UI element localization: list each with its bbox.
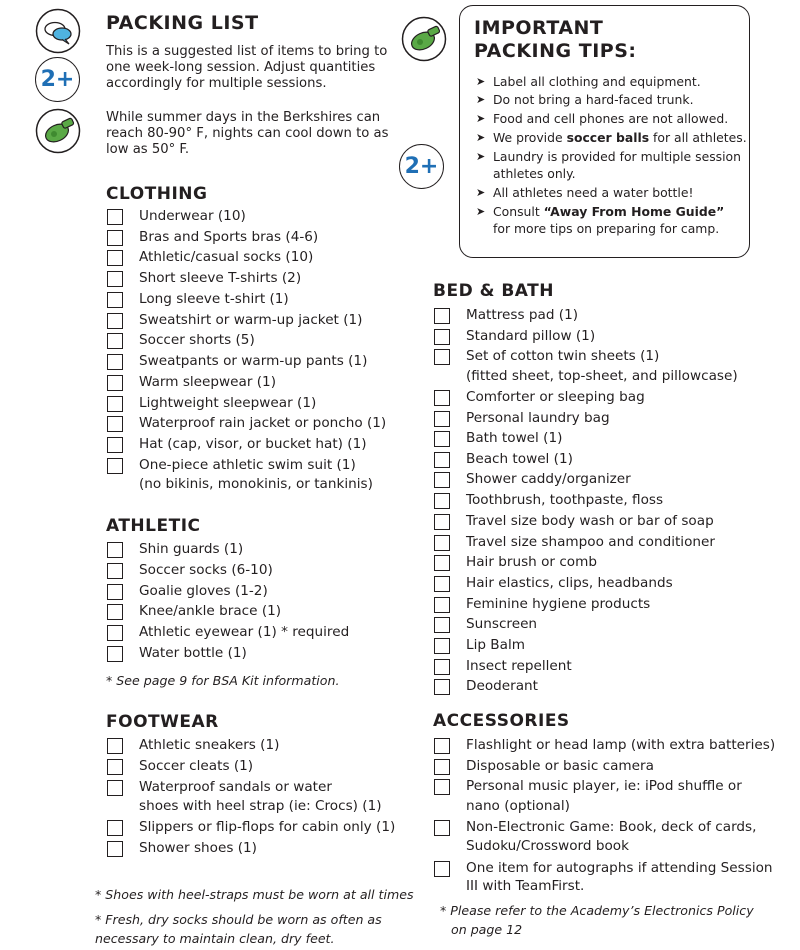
checkbox[interactable] bbox=[434, 820, 450, 836]
list-item: Toothbrush, toothpaste, floss bbox=[466, 492, 664, 508]
checkbox[interactable] bbox=[107, 625, 123, 641]
checkbox[interactable] bbox=[434, 411, 450, 427]
whistle-icon bbox=[401, 16, 447, 62]
athletic-note: * See page 9 for BSA Kit information. bbox=[106, 673, 340, 688]
list-item: Sunscreen bbox=[466, 616, 538, 632]
section-title-footwear: FOOTWEAR bbox=[106, 712, 219, 732]
list-item: Travel size shampoo and conditioner bbox=[466, 534, 715, 550]
list-item-continued: III with TeamFirst. bbox=[466, 878, 585, 894]
list-item: Hair elastics, clips, headbands bbox=[466, 575, 673, 591]
weather-paragraph bbox=[106, 110, 388, 158]
tip-item-continued: for more tips on preparing for camp. bbox=[493, 221, 720, 236]
checkbox[interactable] bbox=[434, 555, 450, 571]
list-item: Set of cotton twin sheets (1) bbox=[466, 348, 660, 364]
list-item: Waterproof rain jacket or poncho (1) bbox=[139, 415, 387, 431]
list-item: Beach towel (1) bbox=[466, 451, 573, 467]
checkbox[interactable] bbox=[107, 604, 123, 620]
checkbox[interactable] bbox=[107, 841, 123, 857]
intro-line: one week-long session. Adjust quantities bbox=[106, 60, 376, 75]
checkbox[interactable] bbox=[434, 597, 450, 613]
list-item: Sweatshirt or warm-up jacket (1) bbox=[139, 312, 363, 328]
checkbox[interactable] bbox=[107, 437, 123, 453]
checkbox[interactable] bbox=[434, 493, 450, 509]
list-item-continued: shoes with heel strap (ie: Crocs) (1) bbox=[139, 798, 382, 814]
list-item: Non-Electronic Game: Book, deck of cards, bbox=[466, 819, 757, 835]
checkbox[interactable] bbox=[434, 535, 450, 551]
list-item: Flashlight or head lamp (with extra batteries) bbox=[466, 737, 776, 753]
footwear-note: * Shoes with heel-straps must be worn at all times bbox=[95, 887, 414, 902]
list-item: Soccer cleats (1) bbox=[139, 758, 254, 774]
tip-item: ➤ We provide soccer balls for all athletes. bbox=[476, 130, 747, 145]
tip-item: ➤ Food and cell phones are not allowed. bbox=[476, 111, 729, 126]
checkbox[interactable] bbox=[434, 514, 450, 530]
list-item: Sweatpants or warm-up pants (1) bbox=[139, 353, 368, 369]
checkbox[interactable] bbox=[107, 584, 123, 600]
checkbox[interactable] bbox=[107, 313, 123, 329]
footwear-note: * Fresh, dry socks should be worn as often as bbox=[95, 912, 382, 927]
intro-line: This is a suggested list of items to bring to bbox=[106, 44, 388, 59]
list-item-continued: (fitted sheet, top-sheet, and pillowcase) bbox=[466, 368, 738, 384]
checkbox[interactable] bbox=[107, 230, 123, 246]
whistle-icon bbox=[35, 108, 81, 154]
list-item: Lip Balm bbox=[466, 637, 525, 653]
checkbox[interactable] bbox=[434, 329, 450, 345]
list-item: Warm sleepwear (1) bbox=[139, 374, 277, 390]
list-item: Insect repellent bbox=[466, 658, 572, 674]
list-item: Shower caddy/organizer bbox=[466, 471, 631, 487]
tip-item: ➤ Do not bring a hard-faced trunk. bbox=[476, 92, 694, 107]
checkbox[interactable] bbox=[107, 820, 123, 836]
section-title-clothing: CLOTHING bbox=[106, 184, 208, 204]
checkbox[interactable] bbox=[107, 759, 123, 775]
checkbox[interactable] bbox=[434, 861, 450, 877]
checkbox[interactable] bbox=[434, 759, 450, 775]
checkbox[interactable] bbox=[434, 349, 450, 365]
list-item: Water bottle (1) bbox=[139, 645, 247, 661]
weather-line: low as 50° F. bbox=[106, 142, 190, 157]
multi-session-badge-icon: 2+ bbox=[399, 144, 444, 189]
checkbox[interactable] bbox=[434, 472, 450, 488]
list-item: Athletic sneakers (1) bbox=[139, 737, 280, 753]
footwear-note-continued: necessary to maintain clean, dry feet. bbox=[95, 931, 335, 946]
section-title-athletic: ATHLETIC bbox=[106, 516, 201, 536]
list-item: Hat (cap, visor, or bucket hat) (1) bbox=[139, 436, 367, 452]
tip-item: ➤ Laundry is provided for multiple session bbox=[476, 149, 741, 164]
checkbox[interactable] bbox=[107, 354, 123, 370]
checkbox[interactable] bbox=[434, 738, 450, 754]
list-item: Shin guards (1) bbox=[139, 541, 244, 557]
checkbox[interactable] bbox=[434, 390, 450, 406]
checkbox[interactable] bbox=[107, 375, 123, 391]
list-item-continued: Sudoku/Crossword book bbox=[466, 838, 629, 854]
checkbox[interactable] bbox=[107, 416, 123, 432]
accessories-note: * Please refer to the Academy’s Electronics Policy bbox=[440, 903, 754, 918]
checkbox[interactable] bbox=[107, 646, 123, 662]
intro-paragraph bbox=[106, 44, 387, 92]
checkbox[interactable] bbox=[107, 738, 123, 754]
checkbox[interactable] bbox=[107, 209, 123, 225]
list-item: Feminine hygiene products bbox=[466, 596, 651, 612]
list-item: Goalie gloves (1-2) bbox=[139, 583, 268, 599]
list-item: One-piece athletic swim suit (1) bbox=[139, 457, 356, 473]
list-item: Athletic/casual socks (10) bbox=[139, 249, 314, 265]
checkbox[interactable] bbox=[107, 458, 123, 474]
list-item: Long sleeve t-shirt (1) bbox=[139, 291, 289, 307]
checkbox[interactable] bbox=[107, 333, 123, 349]
speech-bubbles-icon bbox=[35, 8, 81, 54]
tips-title bbox=[474, 17, 636, 63]
tip-item: ➤ Consult “Away From Home Guide” bbox=[476, 204, 725, 219]
intro-line: accordingly for multiple sessions. bbox=[106, 76, 327, 91]
checkbox[interactable] bbox=[434, 431, 450, 447]
checkbox[interactable] bbox=[107, 271, 123, 287]
list-item: Comforter or sleeping bag bbox=[466, 389, 645, 405]
multi-session-badge-icon: 2+ bbox=[35, 57, 80, 102]
speech-bubble-fill bbox=[53, 28, 71, 40]
list-item: Travel size body wash or bar of soap bbox=[466, 513, 714, 529]
tips-title-line: IMPORTANT bbox=[474, 17, 604, 39]
list-item: Personal laundry bag bbox=[466, 410, 610, 426]
page-title: PACKING LIST bbox=[106, 12, 259, 34]
weather-line: While summer days in the Berkshires can bbox=[106, 110, 381, 125]
list-item: Personal music player, ie: iPod shuffle or bbox=[466, 778, 742, 794]
list-item: Bath towel (1) bbox=[466, 430, 563, 446]
list-item: Hair brush or comb bbox=[466, 554, 597, 570]
list-item: Soccer socks (6-10) bbox=[139, 562, 273, 578]
tip-item: ➤ Label all clothing and equipment. bbox=[476, 74, 701, 89]
list-item-continued: nano (optional) bbox=[466, 798, 570, 814]
tip-item: ➤ All athletes need a water bottle! bbox=[476, 185, 694, 200]
checkbox[interactable] bbox=[434, 779, 450, 795]
list-item: Mattress pad (1) bbox=[466, 307, 579, 323]
checkbox[interactable] bbox=[107, 396, 123, 412]
checkbox[interactable] bbox=[434, 576, 450, 592]
list-item: Deoderant bbox=[466, 678, 539, 694]
tips-title-line: PACKING TIPS: bbox=[474, 40, 637, 62]
checkbox[interactable] bbox=[107, 542, 123, 558]
tip-item-continued: athletes only. bbox=[493, 166, 576, 181]
list-item: Short sleeve T-shirts (2) bbox=[139, 270, 302, 286]
list-item: Soccer shorts (5) bbox=[139, 332, 255, 348]
accessories-note-continued: on page 12 bbox=[451, 922, 523, 937]
section-title-bed-bath: BED & BATH bbox=[433, 281, 554, 301]
list-item: Shower shoes (1) bbox=[139, 840, 257, 856]
checkbox[interactable] bbox=[434, 679, 450, 695]
list-item: Bras and Sports bras (4-6) bbox=[139, 229, 319, 245]
checkbox[interactable] bbox=[107, 780, 123, 796]
section-title-accessories: ACCESSORIES bbox=[433, 711, 570, 731]
checkbox[interactable] bbox=[434, 617, 450, 633]
list-item: Underwear (10) bbox=[139, 208, 246, 224]
list-item: Athletic eyewear (1) * required bbox=[139, 624, 350, 640]
checkbox[interactable] bbox=[434, 638, 450, 654]
weather-line: reach 80-90° F, nights can cool down to as bbox=[106, 126, 389, 141]
list-item: One item for autographs if attending Session bbox=[466, 860, 773, 876]
list-item: Standard pillow (1) bbox=[466, 328, 596, 344]
list-item: Lightweight sleepwear (1) bbox=[139, 395, 317, 411]
checkbox[interactable] bbox=[434, 659, 450, 675]
list-item: Disposable or basic camera bbox=[466, 758, 654, 774]
list-item: Slippers or flip-flops for cabin only (1) bbox=[139, 819, 396, 835]
checkbox[interactable] bbox=[107, 292, 123, 308]
list-item: Knee/ankle brace (1) bbox=[139, 603, 282, 619]
checkbox[interactable] bbox=[107, 250, 123, 266]
checkbox[interactable] bbox=[107, 563, 123, 579]
checkbox[interactable] bbox=[434, 452, 450, 468]
checkbox[interactable] bbox=[434, 308, 450, 324]
list-item-continued: (no bikinis, monokinis, or tankinis) bbox=[139, 476, 373, 492]
list-item: Waterproof sandals or water bbox=[139, 779, 332, 795]
